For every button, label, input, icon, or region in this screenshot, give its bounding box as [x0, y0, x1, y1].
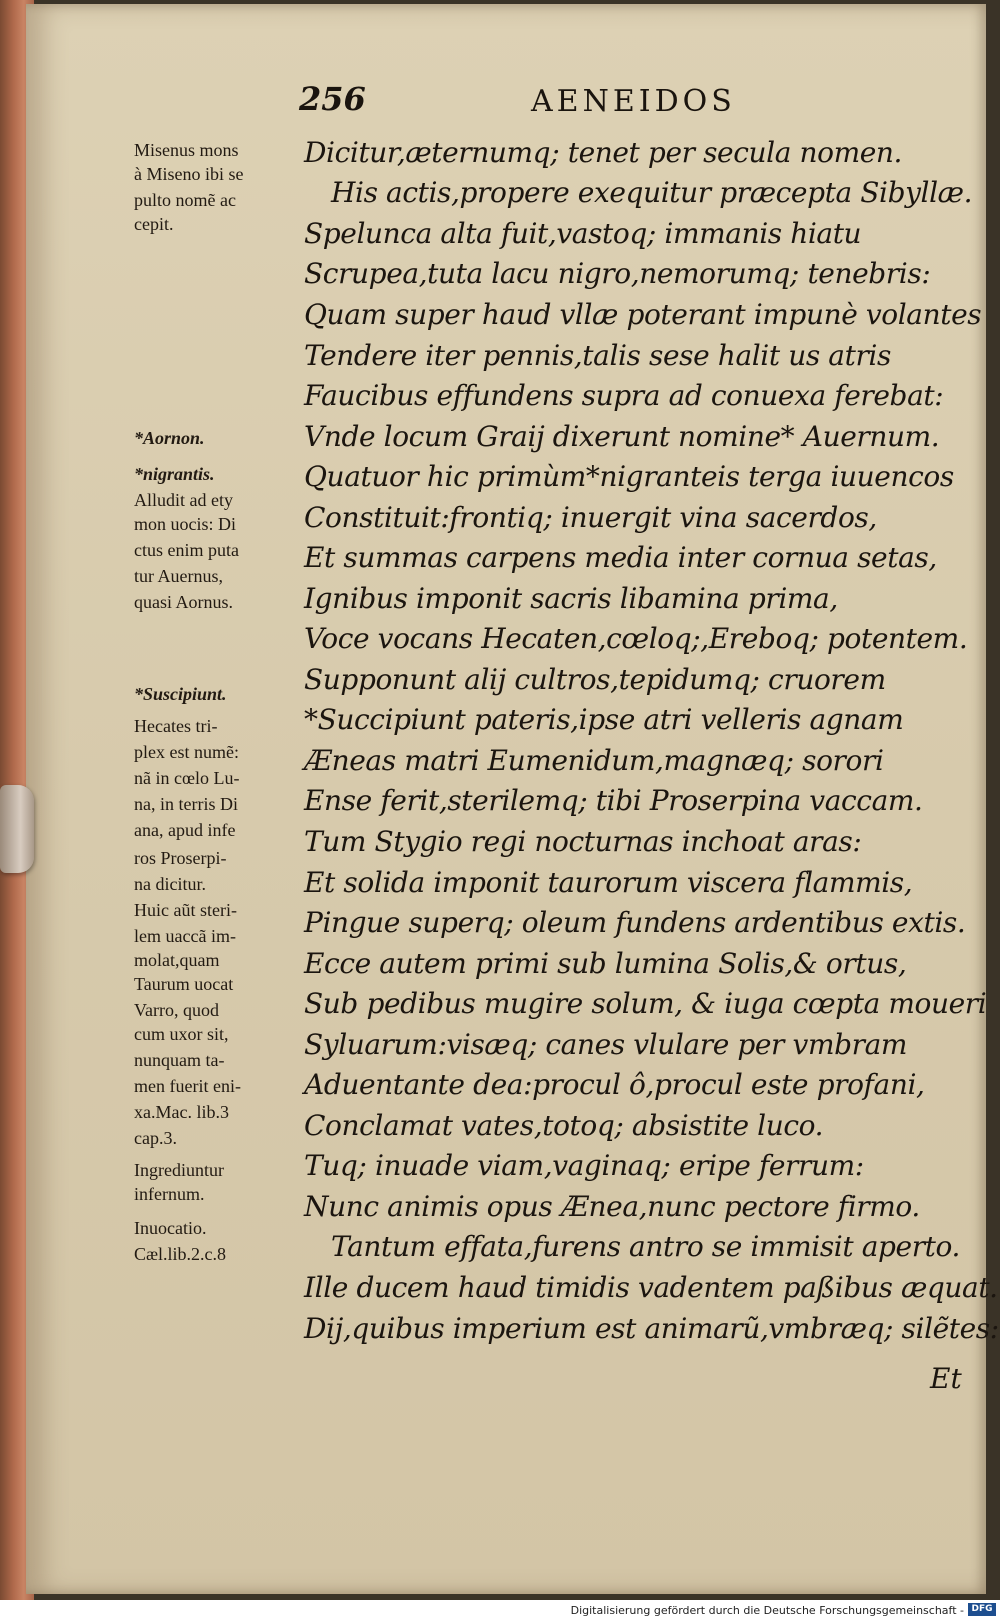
verse-line: Pingue superq; oleum fundens ardentibus extis.	[304, 906, 966, 939]
verse-line: Dicitur,æternumq; tenet per secula nomen.	[304, 136, 903, 169]
verse-line: Constituit:frontiq; inuergit vina sacerdos,	[304, 501, 877, 534]
margin-note: na, in terris Di	[134, 794, 238, 814]
verse-line: Nunc animis opus Ænea,nunc pectore firmo.	[304, 1190, 920, 1223]
margin-note: cum uxor sit,	[134, 1024, 229, 1044]
verse-line: Tuq; inuade viam,vaginaq; eripe ferrum:	[304, 1149, 864, 1182]
margin-note: lem uaccã im-	[134, 926, 236, 946]
margin-note: ros Proserpi-	[134, 848, 227, 868]
margin-note: *Aornon.	[134, 428, 205, 448]
verse-line: Vnde locum Graij dixerunt nomine* Auernum.	[304, 420, 940, 453]
verse-line: Et summas carpens media inter cornua setas,	[304, 541, 937, 574]
margin-note: plex est numẽ:	[134, 742, 239, 762]
margin-note: *Suscipiunt.	[134, 684, 227, 704]
verse-line: Sub pedibus mugire solum, & iuga cœpta moueri	[304, 987, 987, 1020]
margin-note: Ingrediuntur	[134, 1160, 224, 1180]
book-page	[26, 4, 999, 1594]
page-number: 256	[299, 80, 366, 118]
digitization-footer	[0, 1600, 1000, 1620]
verse-line: Tum Stygio regi nocturnas inchoat aras:	[304, 825, 862, 858]
margin-note: xa.Mac. lib.3	[134, 1102, 229, 1122]
verse-line: *Succipiunt pateris,ipse atri velleris agnam	[304, 703, 904, 736]
footer-credit: Digitalisierung gefördert durch die Deutsche Forschungsgemeinschaft -	[570, 1604, 964, 1617]
margin-note: nã in cœlo Lu-	[134, 768, 240, 788]
margin-note: *nigrantis.	[134, 464, 215, 484]
margin-note: Taurum uocat	[134, 974, 234, 994]
margin-note: ana, apud infe	[134, 820, 236, 840]
verse-line: Tendere iter pennis,talis sese halit us atris	[304, 339, 891, 372]
margin-note: cepit.	[134, 214, 174, 234]
margin-note: nunquam ta-	[134, 1050, 225, 1070]
margin-note: Inuocatio.	[134, 1218, 207, 1238]
verse-line: His actis,propere exequitur præcepta Sibyllæ.	[331, 176, 973, 209]
margin-note: à Miseno ibi se	[134, 164, 244, 184]
verse-line: Æneas matri Eumenidum,magnæq; sorori	[304, 744, 884, 777]
verse-line: Spelunca alta fuit,vastoq; immanis hiatu	[304, 217, 862, 250]
margin-note: tur Auernus,	[134, 566, 223, 586]
running-head: AENEIDOS	[531, 84, 736, 119]
margin-note: men fuerit eni-	[134, 1076, 241, 1096]
verse-line: Aduentante dea:procul ô,procul este profani,	[304, 1068, 925, 1101]
margin-note: ctus enim puta	[134, 540, 239, 560]
margin-note: Cæl.lib.2.c.8	[134, 1244, 227, 1264]
verse-line: Conclamat vates,totoq; absistite luco.	[304, 1109, 824, 1142]
verse-line: Tantum effata,furens antro se immisit aperto.	[331, 1230, 960, 1263]
verse-line: Quam super haud vllæ poterant impunè volantes	[304, 298, 982, 331]
verse-line: Dij,quibus imperium est animarũ,vmbræq; silẽtes:	[304, 1312, 999, 1345]
verse-line: Quatuor hic primùm*nigranteis terga iuuencos	[304, 460, 954, 493]
margin-note: na dicitur.	[134, 874, 206, 894]
verse-line: Ignibus imponit sacris libamina prima,	[304, 582, 838, 615]
margin-note: Alludit ad ety	[134, 490, 233, 510]
verse-line: Supponunt alij cultros,tepidumq; cruorem	[304, 663, 886, 696]
margin-note: Varro, quod	[134, 1000, 219, 1020]
margin-note: mon uocis: Di	[134, 514, 236, 534]
dfg-logo-icon: DFG	[968, 1603, 996, 1616]
verse-line: Scrupea,tuta lacu nigro,nemorumq; tenebris:	[304, 257, 931, 290]
margin-note: cap.3.	[134, 1128, 177, 1148]
page-clip	[0, 785, 34, 873]
margin-note: Hecates tri-	[134, 716, 218, 736]
verse-line: Ense ferit,sterilemq; tibi Proserpina vaccam.	[304, 784, 923, 817]
verse-line: Ecce autem primi sub lumina Solis,& ortus,	[304, 947, 907, 980]
margin-note: molat,quam	[134, 950, 220, 970]
margin-note: quasi Aornus.	[134, 592, 233, 612]
verse-line: Syluarum:visæq; canes vlulare per vmbram	[304, 1028, 908, 1061]
margin-note: infernum.	[134, 1184, 205, 1204]
verse-line: Et solida imponit taurorum viscera flammis,	[304, 866, 913, 899]
verse-line: Faucibus effundens supra ad conuexa ferebat:	[304, 379, 944, 412]
verse-line: Voce vocans Hecaten,cœloq;,Ereboq; potentem.	[304, 622, 968, 655]
catchword: Et	[930, 1362, 962, 1395]
margin-note: pulto nomẽ ac	[134, 190, 236, 210]
verse-line: Ille ducem haud timidis vadentem paßibus æquat.	[304, 1271, 998, 1304]
margin-note: Misenus mons	[134, 140, 239, 160]
margin-note: Huic aũt steri-	[134, 900, 237, 920]
